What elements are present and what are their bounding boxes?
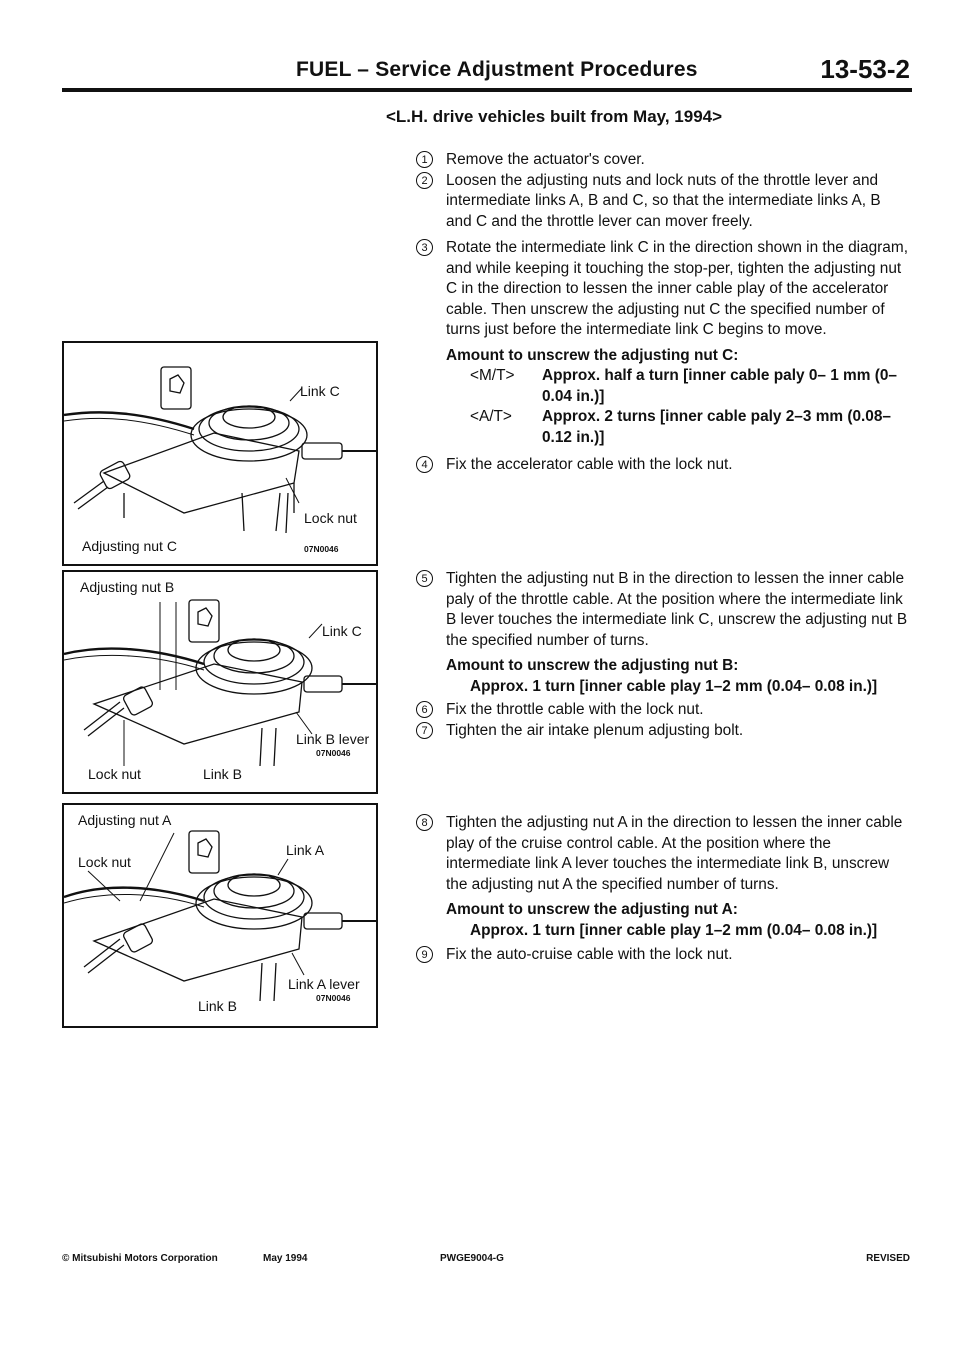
steps-block-1 xyxy=(416,150,908,476)
step-number: 2 xyxy=(416,172,433,189)
step-text: Tighten the adjusting nut B in the direction to lessen the inner cable paly of the throttle cable. At the position where the intermediate link B lever touches the intermediate link C, unscrew the adjusting nut B the specified number of turns. xyxy=(446,570,908,649)
figure-adjusting-nut-b xyxy=(62,570,378,794)
step-text: Rotate the intermediate link C in the direction shown in the diagram, and while keeping it touching the stop-per, tighten the adjusting nut C in the direction to lessen the inner cable play of the accelerator cable. Then unscrew the adjusting nut C the specified number of turns just before the intermediate link C begins to move. xyxy=(446,239,908,338)
step-number: 1 xyxy=(416,151,433,168)
label-link-a-lever: Link A lever xyxy=(288,976,360,992)
mechanism-diagram-a xyxy=(64,805,376,1026)
page-number: 13-53-2 xyxy=(820,54,910,84)
amount-heading-c: Amount to unscrew the adjusting nut C: xyxy=(446,346,739,364)
step-text: Fix the throttle cable with the lock nut. xyxy=(446,701,704,718)
step-text: Fix the auto-cruise cable with the lock nut. xyxy=(446,946,733,963)
figure-adjusting-nut-c xyxy=(62,341,378,566)
step-number: 4 xyxy=(416,456,433,473)
figure-code: 07N0046 xyxy=(304,544,339,554)
amount-row-mt xyxy=(416,366,908,407)
footer-date: May 1994 xyxy=(263,1253,308,1264)
step-7 xyxy=(416,721,908,742)
label-link-b: Link B xyxy=(198,998,237,1014)
steps-block-3 xyxy=(416,813,908,966)
figure-code: 07N0046 xyxy=(316,748,351,758)
footer-copyright: © Mitsubishi Motors Corporation xyxy=(62,1253,218,1264)
amount-heading-a: Amount to unscrew the adjusting nut A: xyxy=(446,901,738,918)
section-title: <L.H. drive vehicles built from May, 1994> xyxy=(386,107,723,126)
step-text: Tighten the air intake plenum adjusting bolt. xyxy=(446,721,744,739)
label-adjusting-nut-c: Adjusting nut C xyxy=(82,538,177,554)
transmission-tag-at: <A/T> xyxy=(470,408,512,425)
label-link-c: Link C xyxy=(300,383,340,399)
steps-block-2 xyxy=(416,569,908,741)
label-adjusting-nut-a: Adjusting nut A xyxy=(78,812,172,828)
label-link-c: Link C xyxy=(322,623,362,639)
page-title: FUEL – Service Adjustment Procedures xyxy=(296,58,698,81)
amount-value-b: Approx. 1 turn [inner cable play 1–2 mm (0.04– 0.08 in.)] xyxy=(470,677,878,695)
figure-adjusting-nut-a xyxy=(62,803,378,1028)
step-1 xyxy=(416,150,908,171)
step-number: 5 xyxy=(416,570,433,587)
step-text: Remove the actuator's cover. xyxy=(446,151,645,168)
step-number: 6 xyxy=(416,701,433,718)
label-link-a: Link A xyxy=(286,842,325,858)
step-8 xyxy=(416,813,908,895)
step-number: 9 xyxy=(416,946,433,963)
amount-heading-b: Amount to unscrew the adjusting nut B: xyxy=(446,657,739,674)
footer-status: REVISED xyxy=(866,1253,910,1264)
amount-value-a: Approx. 1 turn [inner cable play 1–2 mm (0.04– 0.08 in.)] xyxy=(470,921,878,939)
mechanism-diagram-c xyxy=(64,343,376,564)
amount-value-mt: Approx. half a turn [inner cable paly 0– 1 mm (0–0.04 in.)] xyxy=(542,367,897,405)
step-5 xyxy=(416,569,908,651)
step-number: 7 xyxy=(416,722,433,739)
step-number: 8 xyxy=(416,814,433,831)
label-lock-nut: Lock nut xyxy=(78,854,131,870)
amount-value-at: Approx. 2 turns [inner cable paly 2–3 mm (0.08–0.12 in.)] xyxy=(542,408,891,446)
step-6 xyxy=(416,700,908,721)
label-adjusting-nut-b: Adjusting nut B xyxy=(80,579,175,595)
step-2 xyxy=(416,171,908,233)
label-lock-nut: Lock nut xyxy=(304,510,357,526)
label-lock-nut: Lock nut xyxy=(88,766,141,782)
step-number: 3 xyxy=(416,239,433,256)
figure-code: 07N0046 xyxy=(316,993,351,1003)
label-link-b: Link B xyxy=(203,766,242,782)
step-text: Loosen the adjusting nuts and lock nuts of the throttle lever and intermediate links A, B and C, so that the intermediate links A, B and C and the throttle lever can mover freely. xyxy=(446,171,881,230)
label-link-b-lever: Link B lever xyxy=(296,731,370,747)
transmission-tag-mt: <M/T> xyxy=(470,367,515,384)
footer-doc-code: PWGE9004-G xyxy=(440,1253,504,1264)
mechanism-diagram-b xyxy=(64,572,376,792)
step-4 xyxy=(416,455,908,476)
step-3 xyxy=(416,238,908,341)
step-9 xyxy=(416,945,908,966)
step-text: Fix the accelerator cable with the lock nut. xyxy=(446,456,733,473)
step-text: Tighten the adjusting nut A in the direction to lessen the inner cable play of the cruise control cable. At the position where the intermediate link A lever touches the intermediate link B, unscrew the adjusting nut A the specified number of turns. xyxy=(446,814,903,893)
amount-row-at xyxy=(416,407,908,448)
header-rule xyxy=(62,88,912,92)
